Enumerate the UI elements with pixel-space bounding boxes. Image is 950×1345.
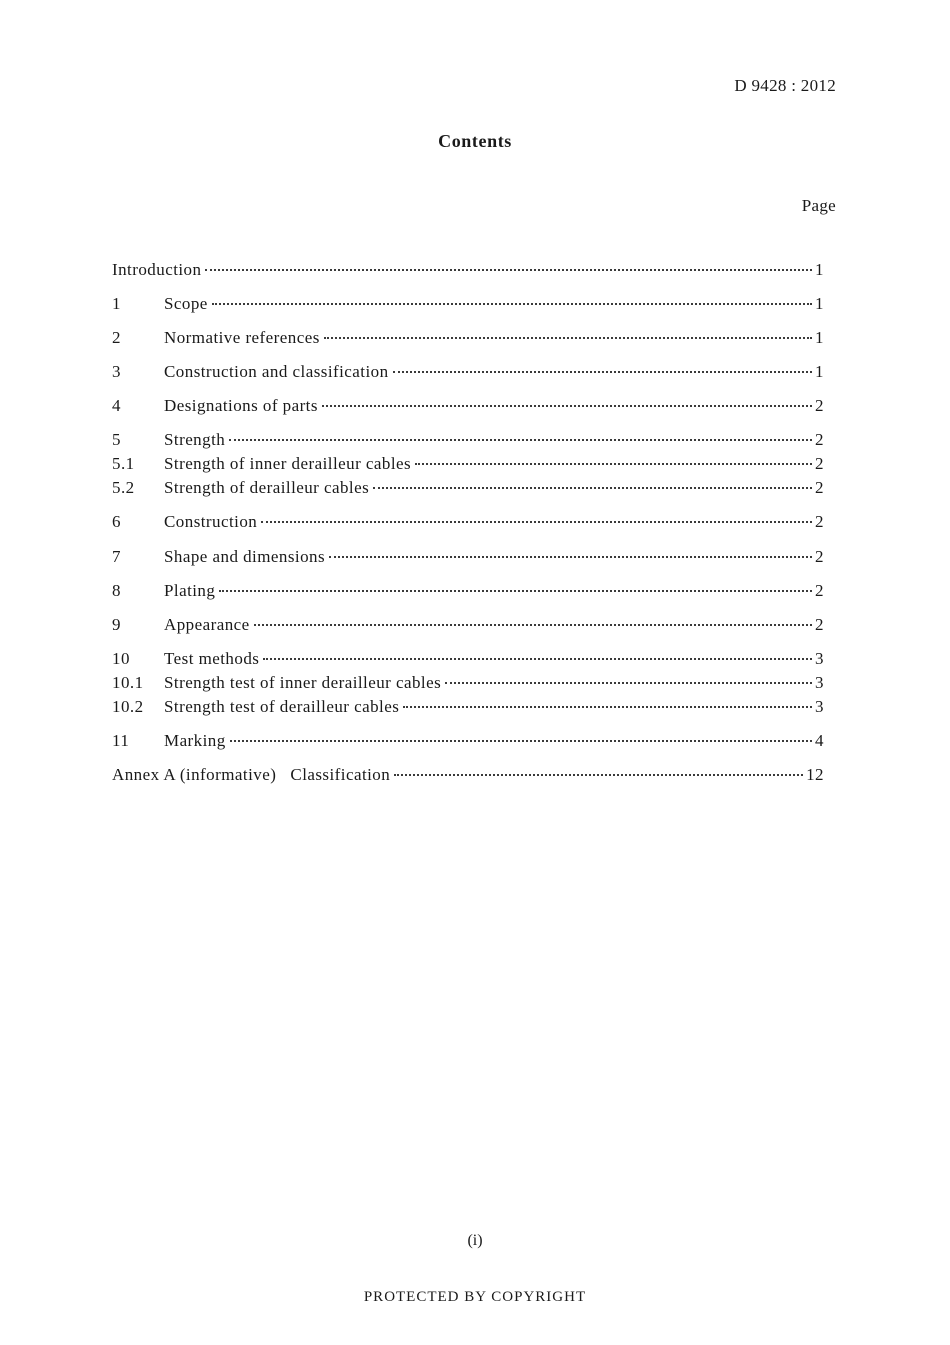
toc-entry-annex-a[interactable] [112,765,824,785]
toc-entry-page: 3 [815,697,824,716]
toc-entry-1[interactable] [112,294,824,314]
toc-entry-number: 10 [112,649,130,668]
toc-entry-title: Construction and classification [164,362,389,381]
toc-entry-number: 7 [112,547,121,566]
toc-entry-page: 2 [815,454,824,473]
toc-entry-title: Strength [164,430,226,449]
dot-leader [415,463,812,465]
dot-leader [445,682,812,684]
toc-entry-number: 10.2 [112,697,144,716]
toc-entry-page: 1 [815,260,824,279]
toc-entry-11[interactable] [112,731,824,751]
toc-entry-number: 4 [112,396,121,415]
toc-entry-title: Annex A (informative) Classification [112,765,391,784]
dot-leader [230,740,812,742]
dot-leader [373,487,812,489]
toc-entry-10-1[interactable] [112,673,824,693]
toc-entry-page: 2 [815,615,824,634]
toc-entry-number: 1 [112,294,121,313]
toc-entry-number: 2 [112,328,121,347]
toc-entry-6[interactable] [112,512,824,532]
toc-entry-8[interactable] [112,581,824,601]
toc-entry-number: 3 [112,362,121,381]
dot-leader [219,590,812,592]
toc-entry-page: 2 [815,396,824,415]
toc-entry-5[interactable] [112,430,824,450]
toc-entry-2[interactable] [112,328,824,348]
dot-leader [322,405,812,407]
dot-leader [394,774,803,776]
toc-entry-page: 1 [815,294,824,313]
toc-entry-page: 2 [815,430,824,449]
toc-entry-page: 3 [815,673,824,692]
copyright-notice: PROTECTED BY COPYRIGHT [363,1289,587,1305]
toc-entry-10[interactable] [112,649,824,669]
toc-entry-title: Test methods [164,649,260,668]
page-number: (i) [467,1232,483,1249]
dot-leader [254,624,812,626]
dot-leader [263,658,812,660]
dot-leader [212,303,812,305]
toc-entry-title: Strength of inner derailleur cables [164,454,412,473]
toc-entry-page: 2 [815,547,824,566]
dot-leader [205,269,812,271]
toc-entry-number: 11 [112,731,130,750]
toc-entry-7[interactable] [112,547,824,567]
toc-entry-page: 1 [815,362,824,381]
toc-entry-title: Normative references [164,328,320,347]
toc-entry-number: 8 [112,581,121,600]
toc-entry-number: 5.1 [112,454,135,473]
toc-entry-3[interactable] [112,362,824,382]
toc-entry-page: 12 [806,765,824,784]
toc-entry-number: 10.1 [112,673,144,692]
toc-entry-5-1[interactable] [112,454,824,474]
toc-entry-4[interactable] [112,396,824,416]
document-id: D 9428 : 2012 [734,76,836,95]
toc-entry-page: 2 [815,581,824,600]
dot-leader [261,521,812,523]
toc-entry-title: Introduction [112,260,202,279]
toc-entry-number: 6 [112,512,121,531]
toc-entry-9[interactable] [112,615,824,635]
toc-entry-title: Appearance [164,615,250,634]
toc-entry-title: Marking [164,731,226,750]
toc-entry-title: Construction [164,512,258,531]
dot-leader [329,556,812,558]
toc-entry-number: 5.2 [112,478,135,497]
toc-entry-page: 4 [815,731,824,750]
toc-entry-number: 9 [112,615,121,634]
toc-entry-number: 5 [112,430,121,449]
dot-leader [403,706,812,708]
toc-entry-page: 2 [815,512,824,531]
toc-entry-title: Strength test of derailleur cables [164,697,400,716]
dot-leader [229,439,812,441]
toc-entry-page: 2 [815,478,824,497]
toc-entry-title: Shape and dimensions [164,547,326,566]
toc-entry-10-2[interactable] [112,697,824,717]
page-column-label: Page [801,196,836,215]
toc-entry-page: 1 [815,328,824,347]
toc-entry-title: Designations of parts [164,396,318,415]
toc-entry-title: Scope [164,294,208,313]
toc-entry-title: Strength of derailleur cables [164,478,370,497]
toc-entry-introduction[interactable] [112,260,824,280]
dot-leader [393,371,813,373]
toc-entry-title: Strength test of inner derailleur cables [164,673,442,692]
dot-leader [324,337,812,339]
page-title: Contents [438,131,512,151]
toc-entry-title: Plating [164,581,216,600]
toc-entry-5-2[interactable] [112,478,824,498]
toc-entry-page: 3 [815,649,824,668]
